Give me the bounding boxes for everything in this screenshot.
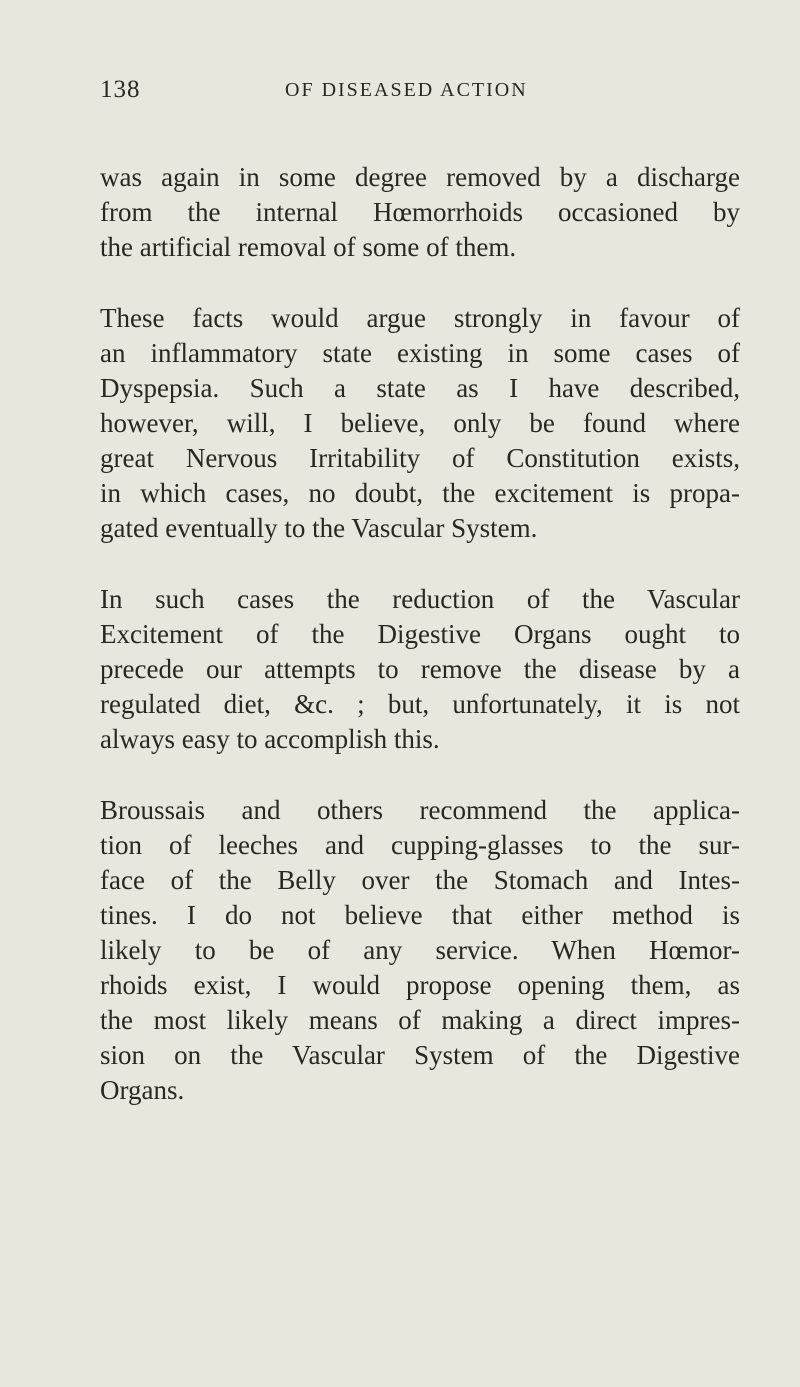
text-line: tines. I do not believe that either method is <box>100 900 740 930</box>
text-line: likely to be of any service. When Hœmor- <box>100 935 740 965</box>
text-line: tion of leeches and cupping-glasses to the sur- <box>100 830 740 860</box>
running-head <box>0 76 800 116</box>
text-line: In such cases the reduction of the Vascular <box>100 584 740 614</box>
text-line: from the internal Hœmorrhoids occasioned by <box>100 197 740 227</box>
text-line: rhoids exist, I would propose opening them, as <box>100 970 740 1000</box>
text-line: face of the Belly over the Stomach and Intes- <box>100 865 740 895</box>
text-line: Dyspepsia. Such a state as I have described, <box>100 373 740 403</box>
text-line: always easy to accomplish this. <box>100 724 440 754</box>
text-line: These facts would argue strongly in favour of <box>100 303 740 333</box>
page-number: 138 <box>100 76 141 103</box>
paragraph-2 <box>100 301 740 546</box>
body-text <box>100 160 740 1108</box>
text-line: sion on the Vascular System of the Digestive <box>100 1040 740 1070</box>
text-line: Broussais and others recommend the applica- <box>100 795 740 825</box>
text-line: gated eventually to the Vascular System. <box>100 513 538 543</box>
text-line: great Nervous Irritability of Constitution exists, <box>100 443 740 473</box>
text-line: Excitement of the Digestive Organs ought to <box>100 619 740 649</box>
text-line: regulated diet, &c. ; but, unfortunately, it is not <box>100 689 740 719</box>
text-line: was again in some degree removed by a discharge <box>100 162 740 192</box>
text-line: however, will, I believe, only be found where <box>100 408 740 438</box>
text-line: the artificial removal of some of them. <box>100 232 517 262</box>
text-line: Organs. <box>100 1075 185 1105</box>
paragraph-4 <box>100 793 740 1108</box>
text-line: an inflammatory state existing in some cases of <box>100 338 740 368</box>
paragraph-3 <box>100 582 740 757</box>
text-line: the most likely means of making a direct impres- <box>100 1005 740 1035</box>
paragraph-1 <box>100 160 740 265</box>
text-line: precede our attempts to remove the disease by a <box>100 654 740 684</box>
running-title: OF DISEASED ACTION <box>285 79 528 101</box>
text-line: in which cases, no doubt, the excitement is propa- <box>100 478 740 508</box>
